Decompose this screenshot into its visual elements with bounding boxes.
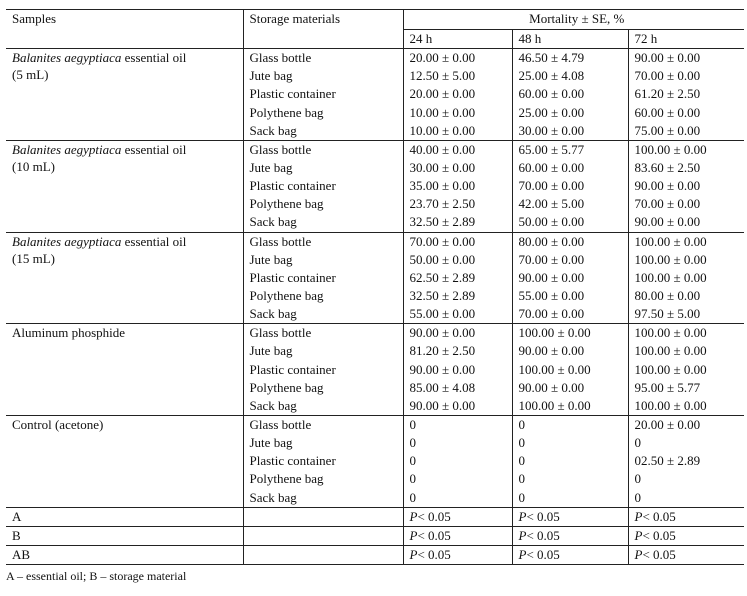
mortality-value-cell: 90.00 ± 0.00 — [628, 177, 744, 195]
storage-material-cell: Glass bottle — [243, 49, 403, 68]
mortality-value-cell: 12.50 ± 5.00 — [403, 67, 512, 85]
species-name: Balanites aegyptiaca — [12, 141, 122, 157]
stats-row — [6, 545, 744, 564]
mortality-value-cell: 46.50 ± 4.79 — [512, 49, 628, 68]
p-value-cell — [512, 526, 628, 545]
p-symbol: P — [409, 508, 418, 524]
mortality-value-cell: 100.00 ± 0.00 — [628, 361, 744, 379]
sample-label: Aluminum phosphide — [12, 325, 126, 341]
mortality-value-cell: 100.00 ± 0.00 — [628, 342, 744, 360]
p-value-cell — [512, 507, 628, 526]
p-symbol: P — [634, 508, 643, 524]
sample-label: Control (acetone) — [12, 416, 104, 432]
storage-material-cell: Sack bag — [243, 489, 403, 508]
p-threshold: < 0.05 — [417, 527, 451, 543]
storage-material-cell: Jute bag — [243, 159, 403, 177]
p-threshold: < 0.05 — [417, 546, 451, 562]
empty-cell — [243, 545, 403, 564]
mortality-value-cell: 70.00 ± 0.00 — [628, 195, 744, 213]
storage-material-cell: Polythene bag — [243, 470, 403, 488]
table-body — [6, 49, 744, 565]
mortality-value-cell: 100.00 ± 0.00 — [512, 361, 628, 379]
species-name: Balanites aegyptiaca — [12, 50, 122, 66]
mortality-value-cell: 0 — [628, 470, 744, 488]
storage-material-cell: Polythene bag — [243, 379, 403, 397]
mortality-value-cell: 20.00 ± 0.00 — [403, 85, 512, 103]
storage-material-cell: Polythene bag — [243, 287, 403, 305]
sample-name-cell — [6, 49, 243, 141]
mortality-value-cell: 10.00 ± 0.00 — [403, 104, 512, 122]
mortality-value-cell: 100.00 ± 0.00 — [512, 397, 628, 416]
mortality-value-cell: 0 — [628, 489, 744, 508]
mortality-value-cell: 0 — [403, 415, 512, 434]
mortality-value-cell: 81.20 ± 2.50 — [403, 342, 512, 360]
p-symbol: P — [518, 546, 527, 562]
header-72h: 72 h — [628, 30, 744, 49]
mortality-value-cell: 0 — [512, 452, 628, 470]
mortality-value-cell: 100.00 ± 0.00 — [628, 269, 744, 287]
header-storage-materials: Storage materials — [243, 10, 403, 49]
mortality-table — [6, 9, 744, 565]
storage-material-cell: Plastic container — [243, 177, 403, 195]
mortality-value-cell: 35.00 ± 0.00 — [403, 177, 512, 195]
p-value-cell — [628, 507, 744, 526]
mortality-value-cell: 0 — [512, 470, 628, 488]
p-value-cell — [403, 526, 512, 545]
sample-name-cell — [6, 324, 243, 416]
mortality-value-cell: 100.00 ± 0.00 — [628, 232, 744, 251]
storage-material-cell: Sack bag — [243, 122, 403, 141]
storage-material-cell: Plastic container — [243, 85, 403, 103]
p-symbol: P — [634, 546, 643, 562]
mortality-value-cell: 55.00 ± 0.00 — [512, 287, 628, 305]
p-threshold: < 0.05 — [642, 508, 676, 524]
stats-row — [6, 526, 744, 545]
mortality-value-cell: 0 — [512, 415, 628, 434]
table-footnote: A – essential oil; B – storage material — [6, 569, 187, 583]
mortality-value-cell: 60.00 ± 0.00 — [628, 104, 744, 122]
p-value-cell — [628, 526, 744, 545]
p-value-cell — [628, 545, 744, 564]
mortality-value-cell: 0 — [403, 452, 512, 470]
mortality-value-cell: 23.70 ± 2.50 — [403, 195, 512, 213]
mortality-value-cell: 70.00 ± 0.00 — [403, 232, 512, 251]
mortality-value-cell: 100.00 ± 0.00 — [628, 324, 744, 343]
mortality-value-cell: 70.00 ± 0.00 — [628, 67, 744, 85]
mortality-value-cell: 90.00 ± 0.00 — [512, 379, 628, 397]
p-threshold: < 0.05 — [526, 508, 560, 524]
mortality-value-cell: 10.00 ± 0.00 — [403, 122, 512, 141]
header-24h: 24 h — [403, 30, 512, 49]
empty-cell — [243, 526, 403, 545]
species-name: Balanites aegyptiaca — [12, 233, 122, 249]
storage-material-cell: Sack bag — [243, 305, 403, 324]
mortality-value-cell: 95.00 ± 5.77 — [628, 379, 744, 397]
mortality-value-cell: 100.00 ± 0.00 — [628, 251, 744, 269]
storage-material-cell: Polythene bag — [243, 195, 403, 213]
sample-dose: (10 mL) — [12, 158, 55, 174]
header-mortality: Mortality ± SE, % — [403, 10, 744, 30]
sample-label: essential oil — [121, 141, 187, 157]
p-symbol: P — [409, 527, 418, 543]
sample-name-cell — [6, 415, 243, 507]
table-row — [6, 140, 744, 159]
header-row-1 — [6, 10, 744, 30]
mortality-value-cell: 100.00 ± 0.00 — [512, 324, 628, 343]
sample-name-cell — [6, 140, 243, 232]
mortality-value-cell: 70.00 ± 0.00 — [512, 305, 628, 324]
header-48h: 48 h — [512, 30, 628, 49]
empty-cell — [243, 507, 403, 526]
mortality-value-cell: 02.50 ± 2.89 — [628, 452, 744, 470]
p-threshold: < 0.05 — [642, 546, 676, 562]
mortality-value-cell: 61.20 ± 2.50 — [628, 85, 744, 103]
mortality-value-cell: 60.00 ± 0.00 — [512, 159, 628, 177]
storage-material-cell: Plastic container — [243, 361, 403, 379]
sample-label: essential oil — [121, 50, 187, 66]
mortality-value-cell: 100.00 ± 0.00 — [628, 397, 744, 416]
mortality-value-cell: 0 — [512, 434, 628, 452]
mortality-value-cell: 90.00 ± 0.00 — [628, 49, 744, 68]
mortality-value-cell: 30.00 ± 0.00 — [512, 122, 628, 141]
mortality-value-cell: 25.00 ± 0.00 — [512, 104, 628, 122]
mortality-value-cell: 50.00 ± 0.00 — [512, 213, 628, 232]
mortality-value-cell: 25.00 ± 4.08 — [512, 67, 628, 85]
mortality-value-cell: 62.50 ± 2.89 — [403, 269, 512, 287]
factor-label-cell: A — [6, 507, 243, 526]
sample-dose: (5 mL) — [12, 67, 49, 83]
mortality-value-cell: 90.00 ± 0.00 — [628, 213, 744, 232]
storage-material-cell: Glass bottle — [243, 232, 403, 251]
p-threshold: < 0.05 — [417, 508, 451, 524]
mortality-value-cell: 42.00 ± 5.00 — [512, 195, 628, 213]
header-samples: Samples — [6, 10, 243, 49]
storage-material-cell: Jute bag — [243, 342, 403, 360]
storage-material-cell: Sack bag — [243, 213, 403, 232]
mortality-value-cell: 50.00 ± 0.00 — [403, 251, 512, 269]
stats-row — [6, 507, 744, 526]
mortality-value-cell: 75.00 ± 0.00 — [628, 122, 744, 141]
sample-dose: (15 mL) — [12, 250, 55, 266]
p-threshold: < 0.05 — [526, 527, 560, 543]
mortality-value-cell: 20.00 ± 0.00 — [628, 415, 744, 434]
mortality-value-cell: 90.00 ± 0.00 — [512, 269, 628, 287]
mortality-value-cell: 0 — [628, 434, 744, 452]
mortality-value-cell: 100.00 ± 0.00 — [628, 140, 744, 159]
storage-material-cell: Glass bottle — [243, 415, 403, 434]
p-symbol: P — [518, 527, 527, 543]
mortality-value-cell: 32.50 ± 2.89 — [403, 287, 512, 305]
mortality-value-cell: 55.00 ± 0.00 — [403, 305, 512, 324]
mortality-value-cell: 70.00 ± 0.00 — [512, 177, 628, 195]
mortality-value-cell: 90.00 ± 0.00 — [403, 397, 512, 416]
mortality-value-cell: 90.00 ± 0.00 — [512, 342, 628, 360]
mortality-value-cell: 85.00 ± 4.08 — [403, 379, 512, 397]
storage-material-cell: Plastic container — [243, 269, 403, 287]
p-symbol: P — [634, 527, 643, 543]
mortality-value-cell: 65.00 ± 5.77 — [512, 140, 628, 159]
mortality-value-cell: 90.00 ± 0.00 — [403, 361, 512, 379]
mortality-value-cell: 0 — [403, 434, 512, 452]
mortality-value-cell: 83.60 ± 2.50 — [628, 159, 744, 177]
sample-name-cell — [6, 232, 243, 324]
p-value-cell — [512, 545, 628, 564]
factor-label-cell: B — [6, 526, 243, 545]
storage-material-cell: Plastic container — [243, 452, 403, 470]
mortality-value-cell: 30.00 ± 0.00 — [403, 159, 512, 177]
p-symbol: P — [518, 508, 527, 524]
storage-material-cell: Jute bag — [243, 251, 403, 269]
storage-material-cell: Jute bag — [243, 434, 403, 452]
mortality-value-cell: 70.00 ± 0.00 — [512, 251, 628, 269]
mortality-value-cell: 97.50 ± 5.00 — [628, 305, 744, 324]
mortality-value-cell: 80.00 ± 0.00 — [512, 232, 628, 251]
p-threshold: < 0.05 — [642, 527, 676, 543]
table-row — [6, 49, 744, 68]
p-symbol: P — [409, 546, 418, 562]
p-value-cell — [403, 545, 512, 564]
sample-label: essential oil — [121, 233, 187, 249]
table-row — [6, 415, 744, 434]
p-threshold: < 0.05 — [526, 546, 560, 562]
storage-material-cell: Polythene bag — [243, 104, 403, 122]
storage-material-cell: Glass bottle — [243, 324, 403, 343]
mortality-value-cell: 32.50 ± 2.89 — [403, 213, 512, 232]
mortality-value-cell: 90.00 ± 0.00 — [403, 324, 512, 343]
table-row — [6, 324, 744, 343]
mortality-value-cell: 40.00 ± 0.00 — [403, 140, 512, 159]
storage-material-cell: Jute bag — [243, 67, 403, 85]
mortality-value-cell: 0 — [403, 489, 512, 508]
mortality-value-cell: 60.00 ± 0.00 — [512, 85, 628, 103]
p-value-cell — [403, 507, 512, 526]
storage-material-cell: Sack bag — [243, 397, 403, 416]
storage-material-cell: Glass bottle — [243, 140, 403, 159]
mortality-value-cell: 0 — [512, 489, 628, 508]
table-row — [6, 232, 744, 251]
factor-label-cell: AB — [6, 545, 243, 564]
mortality-value-cell: 80.00 ± 0.00 — [628, 287, 744, 305]
mortality-value-cell: 20.00 ± 0.00 — [403, 49, 512, 68]
mortality-value-cell: 0 — [403, 470, 512, 488]
